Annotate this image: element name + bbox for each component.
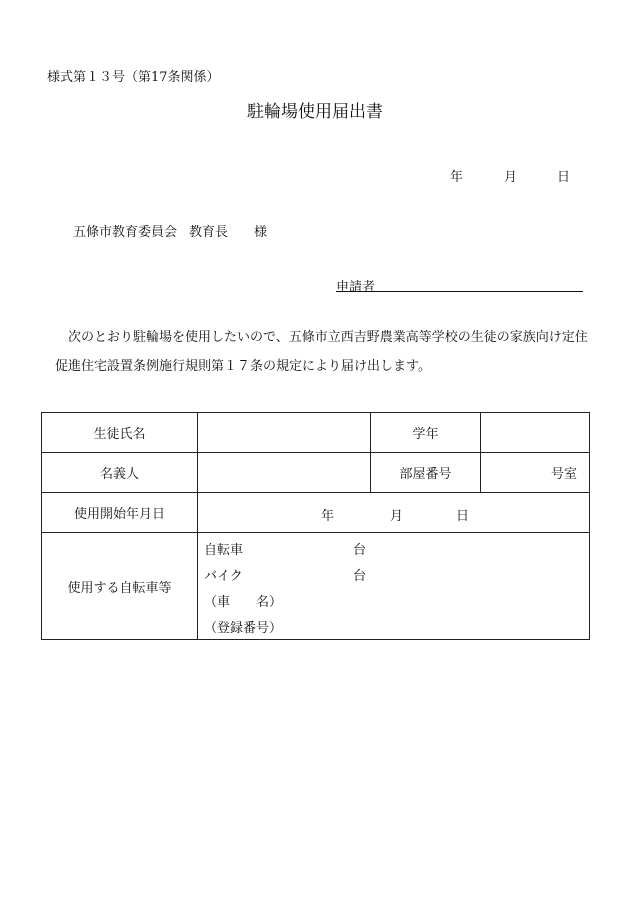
date-day-label: 日 xyxy=(557,170,571,185)
addressee-honorific: 様 xyxy=(254,225,268,240)
room-number-label: 部屋番号 xyxy=(371,453,481,493)
table-row xyxy=(42,413,590,453)
holder-label: 名義人 xyxy=(42,453,198,493)
bicycle-field[interactable] xyxy=(198,533,590,640)
table-row xyxy=(42,533,590,640)
table-row xyxy=(42,453,590,493)
application-table xyxy=(41,412,590,640)
bicycle-unit: 台 xyxy=(353,543,367,558)
start-date-field[interactable] xyxy=(198,493,590,533)
document-title: 駐輪場使用届出書 xyxy=(247,102,383,122)
room-suffix: 号室 xyxy=(550,467,577,482)
table-row xyxy=(42,493,590,533)
bicycle-label: 使用する自転車等 xyxy=(42,533,198,640)
addressee-role: 教育長 xyxy=(189,225,229,240)
student-name-field[interactable] xyxy=(198,413,371,453)
student-name-label: 生徒氏名 xyxy=(42,413,198,453)
grade-label: 学年 xyxy=(371,413,481,453)
addressee xyxy=(73,221,267,240)
start-day-label: 日 xyxy=(456,509,470,524)
bicycle-type: 自転車 xyxy=(204,543,244,558)
start-year-label: 年 xyxy=(321,509,335,524)
grade-field[interactable] xyxy=(481,413,590,453)
start-date-label: 使用開始年月日 xyxy=(42,493,198,533)
body-text: 次のとおり駐輪場を使用したいので、五條市立西吉野農業高等学校の生徒の家族向け定住促進住宅設置条例施行規則第１７条の規定により届け出します。 xyxy=(55,330,588,374)
date-month-label: 月 xyxy=(504,170,518,185)
bike-unit: 台 xyxy=(353,569,367,584)
bike-type: バイク xyxy=(204,569,243,584)
holder-field[interactable] xyxy=(198,453,371,493)
applicant-label: 申請者 xyxy=(336,280,376,295)
registration-label: （登録番号） xyxy=(204,621,283,636)
room-number-field[interactable] xyxy=(481,453,590,493)
body-paragraph xyxy=(55,323,590,381)
start-month-label: 月 xyxy=(390,509,404,524)
form-number: 様式第１３号（第17条関係） xyxy=(47,70,220,85)
date-year-label: 年 xyxy=(450,170,464,185)
addressee-org: 五條市教育委員会 xyxy=(73,225,178,240)
applicant-field[interactable] xyxy=(336,276,583,295)
car-name-label: （車 名） xyxy=(204,595,283,610)
